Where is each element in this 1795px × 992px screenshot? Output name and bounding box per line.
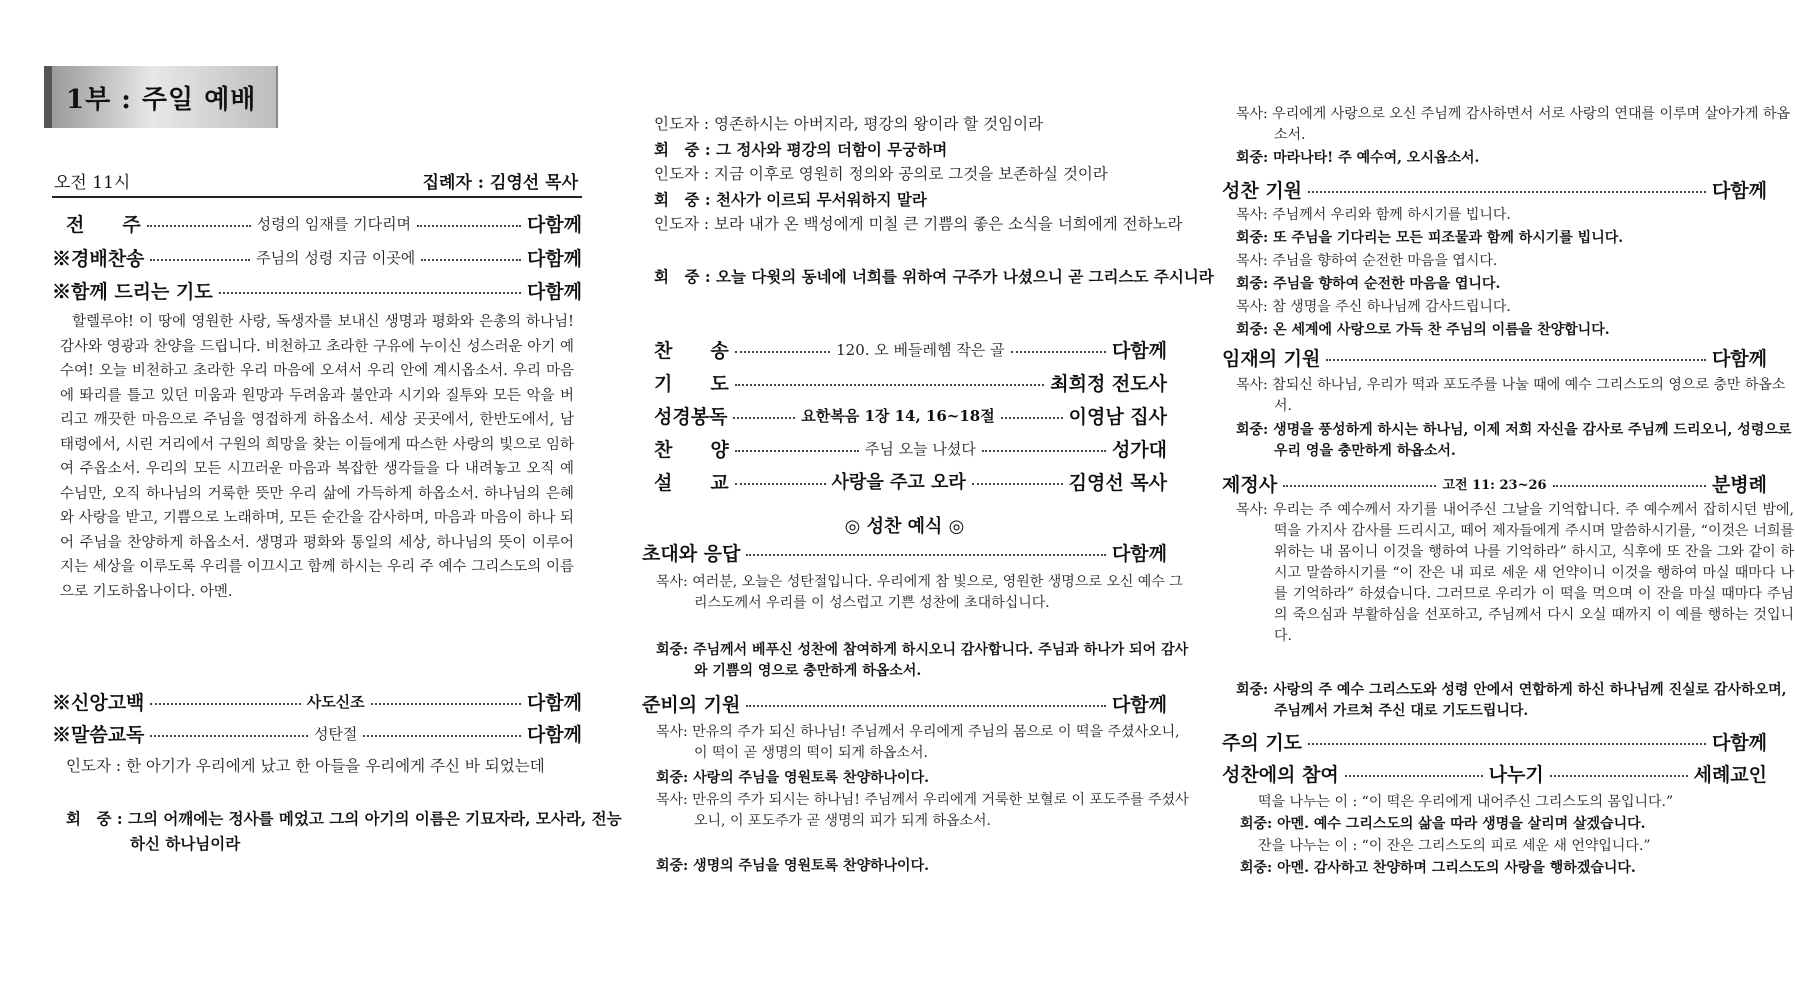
order-item-hymn [642,334,1167,364]
order-item-prayer [642,367,1167,397]
order-item-label: 설 교 [654,471,729,494]
order-item-label: ※경배찬송 [52,247,145,270]
order-item-leader: 김영선 목사 [1068,471,1168,494]
cup-distribution-line: 잔을 나누는 이 : “이 잔은 그리스도의 피로 세운 새 언약입니다.” [1258,838,1651,854]
order-item-detail: 사랑을 주고 오라 [831,472,966,493]
reading-line-leader: 인도자 : 지금 이후로 영원히 정의와 공의로 그것을 보존하실 것이라 [654,165,1108,183]
order-item-label: 성찬 기원 [1222,179,1303,202]
congregation-line: 회중: 아멘. 예수 그리스도의 삶을 따라 생명을 살리며 살겠습니다. [1240,816,1646,832]
pastor-line: 목사: 우리에게 사랑으로 오신 주님께 감사하면서 서로 사랑의 연대를 이루며 살아가게 하옵소서. [1236,106,1791,143]
order-item-sermon [642,466,1167,496]
reading-line-leader: 인도자 : 보라 내가 온 백성에게 미칠 큰 기쁨의 좋은 소식을 너희에게 전하노라 [654,215,1183,233]
order-item-institution [1222,468,1767,498]
order-item-leader: 다함께 [1711,731,1767,754]
service-presider: 집례자 : 김영선 목사 [422,173,578,193]
order-item-leader: 세례교인 [1693,763,1768,786]
order-item-label: 제정사 [1222,473,1278,496]
congregation-line: 회중: 마라나타! 주 예수여, 오시옵소서. [1236,150,1480,166]
congregation-line: 회중: 또 주님을 기다리는 모든 피조물과 함께 하시기를 빕니다. [1236,230,1624,246]
order-item-leader: 다함께 [526,723,582,746]
order-item-label: 주의 기도 [1222,731,1303,754]
order-item-detail: 성령의 임재를 기다리며 [256,214,412,233]
order-item-label: 성경봉독 [654,405,728,428]
order-item-leader: 다함께 [1111,339,1167,362]
order-item-leader: 다함께 [526,280,582,303]
pastor-line: 목사: 주님을 향하여 순전한 마음을 엽시다. [1236,253,1498,269]
order-item-invitation [642,537,1167,567]
order-item-leader: 다함께 [1111,693,1167,716]
order-item-label: ※말씀교독 [52,723,145,746]
order-item-creed [52,686,582,716]
order-item-leader: 최희정 전도사 [1050,372,1167,395]
order-item-leader: 다함께 [526,247,583,270]
order-item-preparation-prayer [642,688,1167,718]
pastor-line: 목사: 참되신 하나님, 우리가 떡과 포도주를 나눌 때에 예수 그리스도의 영으로 충만 하옵소서. [1236,377,1786,414]
pastor-line: 목사: 우리는 주 예수께서 자기를 내어주신 그날을 기억합니다. 주 예수께서 잡히시던 밤에, 떡을 가지사 감사를 드리시고, 떼어 제자들에게 주시며 말씀하시기를, “이것은 너희를 위하는 내 몸이니 이것을 행하여 나를 기억하라” 하시고, 식후에 또 잔을 그와 같이 하시고 말씀하시기를 “이 잔은 내 피로 세운 새 언약이니 이것을 행하여 마실 때마다 나를 기억하라” 하셨습니다. 그러므로 우리가 이 떡을 먹으며 이 잔을 마실 때마다 주님의 죽으심과 부활하심을 선포하고, 주님께서 다시 오실 때까지 이 예를 행하는 것입니다. [1236,502,1794,644]
order-item-detail: 사도신조 [306,692,365,711]
order-item-label: 초대와 응답 [642,542,741,565]
order-item-detail: 주님의 성령 지금 이곳에 [256,248,416,267]
order-item-leader: 다함께 [526,691,583,714]
congregation-line: 회중: 생명의 주님을 영원토록 찬양하나이다. [656,858,929,874]
order-item-label: 기 도 [654,372,729,395]
order-item-leader: 다함께 [1711,179,1767,202]
pastor-line: 목사: 만유의 주가 되신 하나님! 주님께서 우리에게 주님의 몸으로 이 떡을 주셨사오니, 이 떡이 곧 생명의 떡이 되게 하옵소서. [656,724,1180,761]
unison-prayer-text: 할렐루야! 이 땅에 영원한 사랑, 독생자를 보내신 생명과 평화와 은총의 하나님! 감사와 영광과 찬양을 드립니다. 비천하고 초라한 구유에 누이신 성스러운 아기 예수여! 오늘 비천하고 초라한 우리 마음에 오셔서 우리 안에 계시옵소서. 우리 마음에 똬리를 틀고 있던 미움과 원망과 두려움과 불안과 시기와 질투와 모든 악을 버리고 깨끗한 마음으로 주님을 영접하게 하옵소서. 세상 곳곳에서, 한반도에서, 남태령에서, 시린 거리에서 구원의 희망을 찾는 이들에게 따스한 사랑의 빛으로 임하여 주옵소서. 우리의 모든 시끄러운 마음과 복잡한 생각들을 다 내려놓고 오직 예수님만, 오직 하나님의 거룩한 뜻만 우리 삶에 가득하게 하옵소서. 하나님의 은혜와 사랑을 받고, 기쁨으로 노래하며, 모든 순간을 감사하며, 마음과 마음이 하나 되어 주님을 찬양하게 하옵소서. 생명과 평화와 통일의 세상, 하나님의 뜻이 이루어지는 세상을 이루도록 우리를 이끄시고 함께 하시는 우리 주 예수 그리스도의 이름으로 기도하옵나이다. 아멘. [60,314,574,600]
reading-line-congregation: 회 중 : 그의 어깨에는 정사를 메었고 그의 아기의 이름은 기묘자라, 모사라, 전능하신 하나님이라 [66,809,622,853]
order-item-label: 찬 양 [654,438,729,461]
order-item-unison-prayer [52,275,582,305]
order-item-detail: 성탄절 [313,724,358,743]
order-item-leader: 분병례 [1711,473,1768,496]
order-item-label: 준비의 기원 [642,693,741,716]
order-item-detail: 나누기 [1488,763,1544,786]
reading-line-congregation: 회 중 : 그 정사와 평강의 더함이 무궁하며 [654,140,948,159]
order-item-detail: 주님 오늘 나셨다 [864,439,976,458]
congregation-line: 회중: 주님께서 베푸신 성찬에 참여하게 하시오니 감사합니다. 주님과 하나가 되어 감사와 기쁨의 영으로 충만하게 하옵소서. [656,642,1189,679]
order-item-prelude [52,208,582,238]
order-item-leader: 성가대 [1111,438,1167,461]
bread-distribution-line: 떡을 나누는 이 : “이 떡은 우리에게 내어주신 그리스도의 몸입니다.” [1258,794,1674,810]
congregation-line: 회중: 주님을 향하여 순전한 마음을 엽니다. [1236,276,1501,292]
order-item-epiclesis [1222,342,1767,372]
order-item-detail: 요한복음 1장 14, 16~18절 [801,406,995,425]
reading-line-congregation: 회 중 : 오늘 다윗의 동네에 너희를 위하여 구주가 나셨으니 곧 그리스도 주시니라 [654,267,1214,286]
congregation-line: 회중: 온 세계에 사랑으로 가득 찬 주님의 이름을 찬양합니다. [1236,322,1610,338]
service-title-banner [44,66,278,128]
pastor-line: 목사: 참 생명을 주신 하나님께 감사드립니다. [1236,299,1511,315]
pastor-line: 목사: 여러분, 오늘은 성탄절입니다. 우리에게 참 빛으로, 영원한 생명으로 오신 예수 그리스도께서 우리를 이 성스럽고 기쁜 성찬에 초대하십니다. [656,574,1183,611]
pastor-line: 목사: 주님께서 우리와 함께 하시기를 빕니다. [1236,207,1511,223]
pastor-line: 목사: 만유의 주가 되시는 하나님! 주님께서 우리에게 거룩한 보혈로 이 포도주를 주셨사오니, 이 포도주가 곧 생명의 피가 되게 하옵소서. [656,792,1189,829]
order-item-lords-prayer [1222,726,1767,756]
order-item-label: 임재의 기원 [1222,347,1321,370]
reading-line-leader: 인도자 : 영존하시는 아버지라, 평강의 왕이라 할 것임이라 [654,115,1044,133]
order-item-leader: 이영남 집사 [1068,405,1167,428]
order-item-participation [1222,758,1767,788]
order-item-communion-prayer [1222,174,1767,204]
section-title-communion: ◎ 성찬 예식 ◎ [844,516,965,537]
order-item-leader: 다함께 [526,213,582,236]
reading-line-leader: 인도자 : 한 아기가 우리에게 났고 한 아들을 우리에게 주신 바 되었는데 [66,757,545,775]
order-item-detail: 120. 오 베들레헴 작은 골 [836,340,1005,359]
order-item-label: 성찬에의 참여 [1222,763,1339,786]
congregation-line: 회중: 사랑의 주님을 영원토록 찬양하나이다. [656,770,929,786]
congregation-line: 회중: 아멘. 감사하고 찬양하며 그리스도의 사랑을 행하겠습니다. [1240,860,1636,876]
order-item-responsive-reading [52,718,582,748]
order-item-anthem [642,433,1167,463]
order-item-leader: 다함께 [1711,347,1767,370]
service-header [52,166,582,198]
service-time: 오전 11시 [54,173,131,193]
order-item-label: 찬 송 [654,339,729,362]
order-item-scripture [642,400,1167,430]
order-item-label: 전 주 [66,213,141,236]
reading-line-congregation: 회 중 : 천사가 이르되 무서워하지 말라 [654,190,927,209]
congregation-line: 회중: 사랑의 주 예수 그리스도와 성령 안에서 연합하게 하신 하나님께 진실로 감사하오며, 주님께서 가르쳐 주신 대로 기도드립니다. [1236,682,1787,719]
service-title: 1부 : 주일 예배 [66,85,257,115]
order-item-praise-hymn [52,242,582,272]
order-item-label: ※신앙고백 [52,691,145,714]
congregation-line: 회중: 생명을 풍성하게 하시는 하나님, 이제 저희 자신을 감사로 주님께 드리오니, 성령으로 우리 영을 충만하게 하옵소서. [1236,422,1792,459]
order-item-label: ※함께 드리는 기도 [52,280,213,303]
order-item-detail: 고전 11: 23~26 [1442,477,1547,493]
order-item-leader: 다함께 [1111,542,1167,565]
